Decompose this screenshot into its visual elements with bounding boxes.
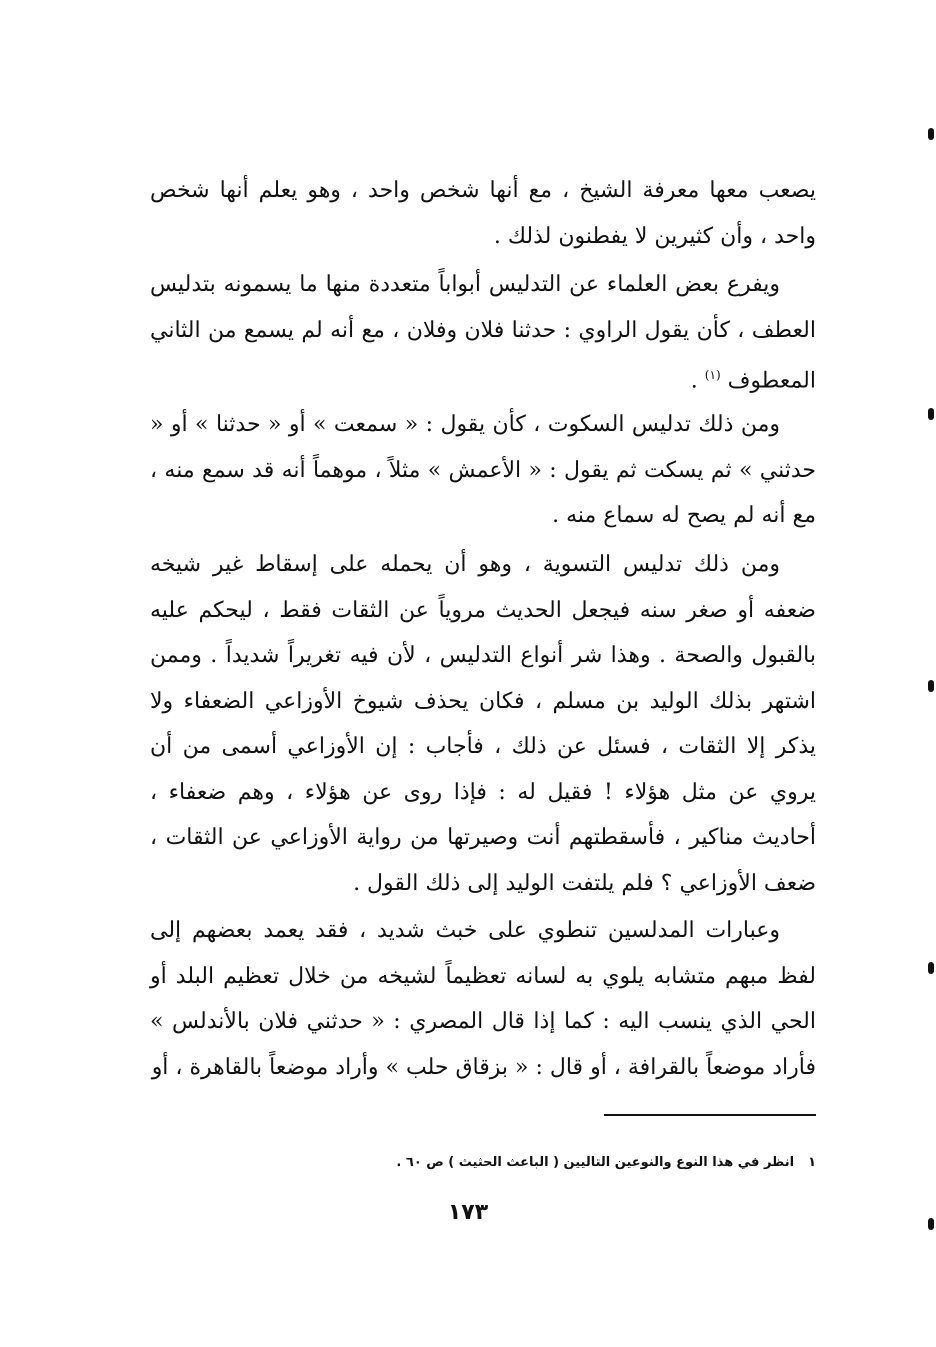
scan-edge-mark (928, 128, 934, 140)
paragraph-4 (150, 542, 816, 906)
footnote-divider (604, 1114, 816, 1116)
paragraph-tail: . (690, 368, 705, 394)
paragraph-body: ويفرع بعض العلماء عن التدليس أبواباً متعددة منها ما يسمونه بتدليس العطف ، كأن يقول الراوي : حدثنا فلان وفلان ، مع أنه لم يسمع من الثاني المعطوف (150, 272, 816, 394)
paragraph-text: ومن ذلك تدليس السكوت ، كأن يقول : « سمعت » أو « حدثنا » أو « حدثني » ثم يسكت ثم يقول : « الأعمش » مثلاً ، موهماً أنه قد سمع منه ، مع أنه لم يصح له سماع منه . (150, 412, 816, 528)
scan-edge-mark (928, 962, 934, 974)
page-number: ١٧٣ (447, 1200, 489, 1225)
paragraph-1 (150, 168, 816, 259)
scan-edge-mark (928, 1218, 934, 1230)
footnote (150, 1151, 816, 1175)
paragraph-text: وعبارات المدلسين تنطوي على خبث شديد ، فقد يعمد بعضهم إلى لفظ مبهم متشابه يلوي به لسانه تعظيماً لشيخه من خلال تعظيم البلد أو الحي الذي ينسب اليه : كما إذا قال المصري : « حدثني فلان بالأندلس » فأراد موضعاً بالقرافة ، أو قال : « بزقاق حلب » وأراد موضعاً بالقاهرة ، أو (150, 918, 816, 1080)
scan-edge-mark (928, 680, 934, 692)
paragraph-text (150, 262, 816, 404)
footnote-number: ١ (808, 1155, 816, 1170)
scan-edge-mark (928, 408, 934, 420)
paragraph-2 (150, 262, 816, 404)
paragraph-5 (150, 908, 816, 1090)
paragraph-text: ومن ذلك تدليس التسوية ، وهو أن يحمله على إسقاط غير شيخه ضعفه أو صغر سنه فيجعل الحديث مروياً عن الثقات فقط ، ليحكم عليه بالقبول والصحة . وهذا شر أنواع التدليس ، لأن فيه تغريراً شديداً . وممن اشتهر بذلك الوليد بن مسلم ، فكان يحذف شيوخ الأوزاعي الضعفاء ولا يذكر إلا الثقات ، فسئل عن ذلك ، فأجاب : إن الأوزاعي أسمى من أن يروي عن مثل هؤلاء ! فقيل له : فإذا روى عن هؤلاء ، وهم ضعفاء ، أحاديث مناكير ، فأسقطتهم أنت وصيرتها من رواية الأوزاعي عن الثقات ، ضعف الأوزاعي ؟ فلم يلتفت الوليد إلى ذلك القول . (150, 552, 816, 896)
paragraph-text: يصعب معها معرفة الشيخ ، مع أنها شخص واحد ، وهو يعلم أنها شخص واحد ، وأن كثيرين لا يفطنون لذلك . (150, 178, 816, 249)
footnote-text: انظر في هذا النوع والنوعين التاليين ( الباعث الحثيث ) ص ٦٠ . (396, 1155, 795, 1170)
paragraph-3 (150, 402, 816, 539)
footnote-reference[interactable]: (١) (704, 368, 721, 382)
